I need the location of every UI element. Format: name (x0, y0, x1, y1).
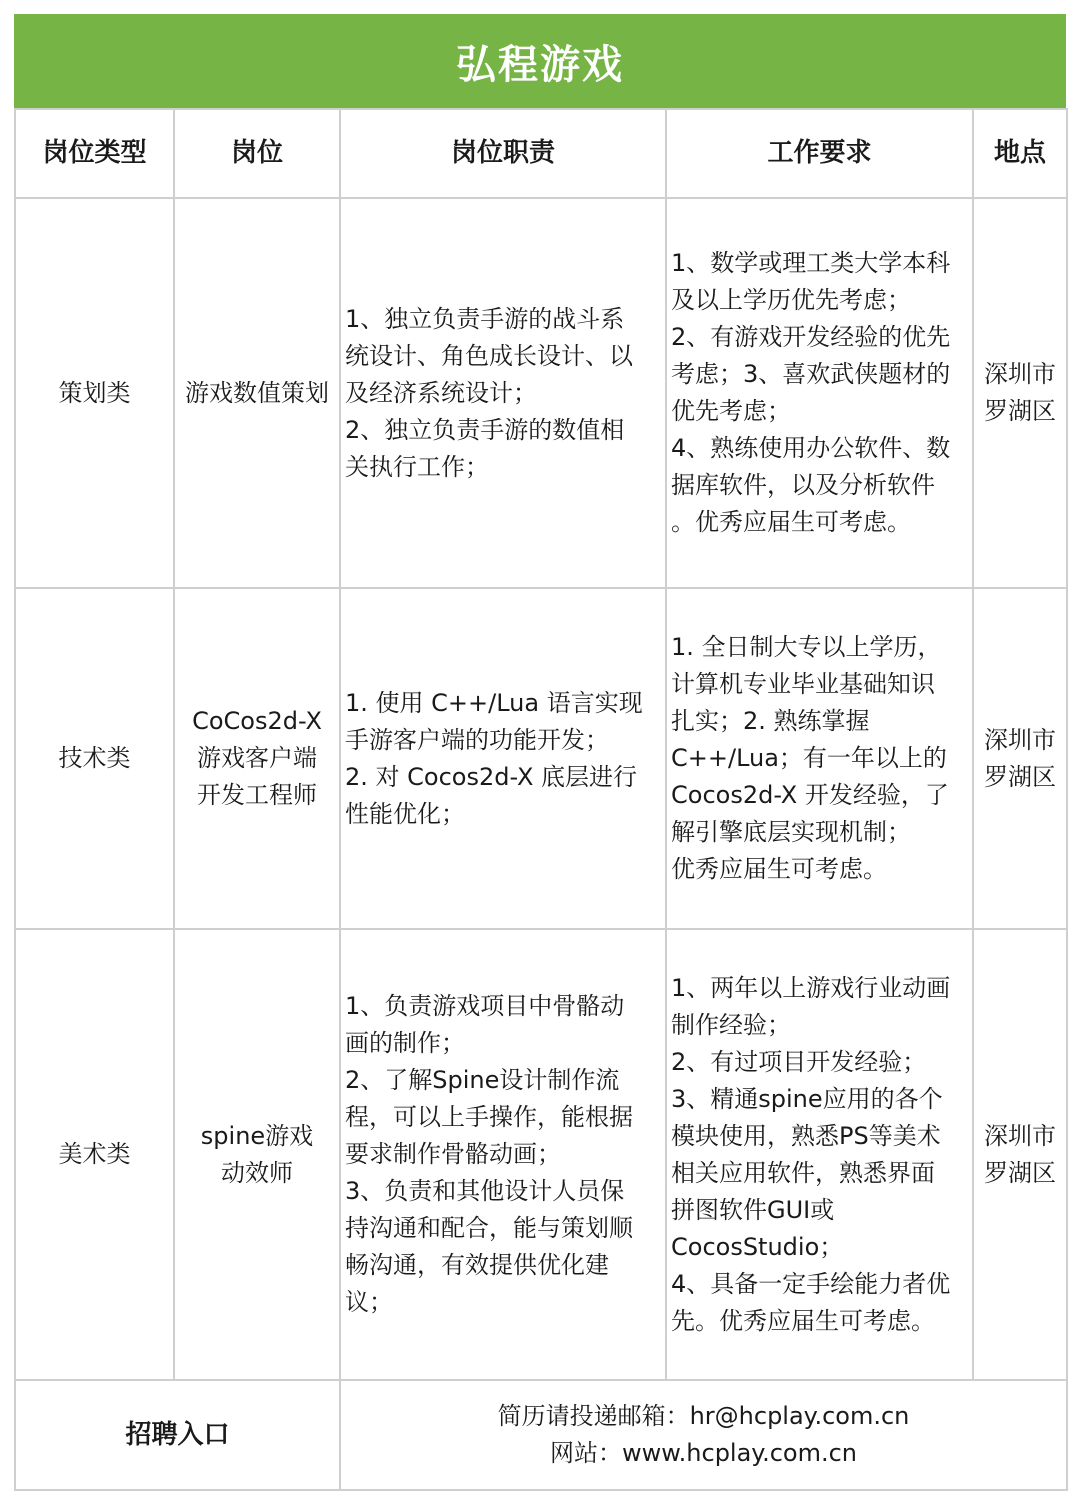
job-table-sheet (14, 14, 1066, 1491)
row-location: 深圳市 罗湖区 (973, 929, 1067, 1380)
row-category: 美术类 (15, 929, 174, 1380)
row-location: 深圳市 罗湖区 (973, 588, 1067, 929)
table-row (15, 929, 1067, 1380)
header-requirements: 工作要求 (666, 109, 973, 198)
row-requirements: 1、数学或理工类大学本科 及以上学历优先考虑； 2、有游戏开发经验的优先 考虑；3、喜欢武侠题材的 优先考虑； 4、熟练使用办公软件、数 据库软件，以及分析软件 。优秀应届生可考虑。 (666, 198, 973, 588)
header-location: 地点 (973, 109, 1067, 198)
company-title: 弘程游戏 (456, 41, 624, 88)
row-duties: 1. 使用 C++/Lua 语言实现 手游客户端的功能开发； 2. 对 Cocos2d-X 底层进行 性能优化； (340, 588, 666, 929)
row-location: 深圳市 罗湖区 (973, 198, 1067, 588)
row-category: 策划类 (15, 198, 174, 588)
company-title-banner (14, 14, 1066, 108)
contact-info (340, 1380, 1067, 1490)
row-position: spine游戏 动效师 (174, 929, 340, 1380)
header-position: 岗位 (174, 109, 340, 198)
row-requirements: 1. 全日制大专以上学历， 计算机专业毕业基础知识 扎实；2. 熟练掌握 C++/Lua；有一年以上的 Cocos2d-X 开发经验，了 解引擎底层实现机制； 优秀应届生可考虑。 (666, 588, 973, 929)
email-line[interactable]: 简历请投递邮箱：hr@hcplay.com.cn (497, 1402, 910, 1430)
row-duties: 1、独立负责手游的战斗系 统设计、角色成长设计、以 及经济系统设计； 2、独立负责手游的数值相 关执行工作； (340, 198, 666, 588)
header-duties: 岗位职责 (340, 109, 666, 198)
job-table (14, 108, 1068, 1491)
header-row (15, 109, 1067, 198)
row-position: CoCos2d-X 游戏客户端 开发工程师 (174, 588, 340, 929)
table-row (15, 588, 1067, 929)
header-category: 岗位类型 (15, 109, 174, 198)
row-duties: 1、负责游戏项目中骨骼动 画的制作； 2、了解Spine设计制作流 程，可以上手操作，能根据 要求制作骨骼动画； 3、负责和其他设计人员保 持沟通和配合，能与策划顺 畅沟通，有效提供优化建 议； (340, 929, 666, 1380)
table-row (15, 198, 1067, 588)
website-line[interactable]: 网站：www.hcplay.com.cn (549, 1439, 858, 1467)
row-category: 技术类 (15, 588, 174, 929)
recruitment-footer-row (15, 1380, 1067, 1490)
recruitment-entry-label: 招聘入口 (15, 1380, 340, 1490)
row-requirements: 1、两年以上游戏行业动画 制作经验； 2、有过项目开发经验； 3、精通spine应用的各个 模块使用，熟悉PS等美术 相关应用软件，熟悉界面 拼图软件GUI或 CocosStudio； 4、具备一定手绘能力者优 先。优秀应届生可考虑。 (666, 929, 973, 1380)
row-position: 游戏数值策划 (174, 198, 340, 588)
